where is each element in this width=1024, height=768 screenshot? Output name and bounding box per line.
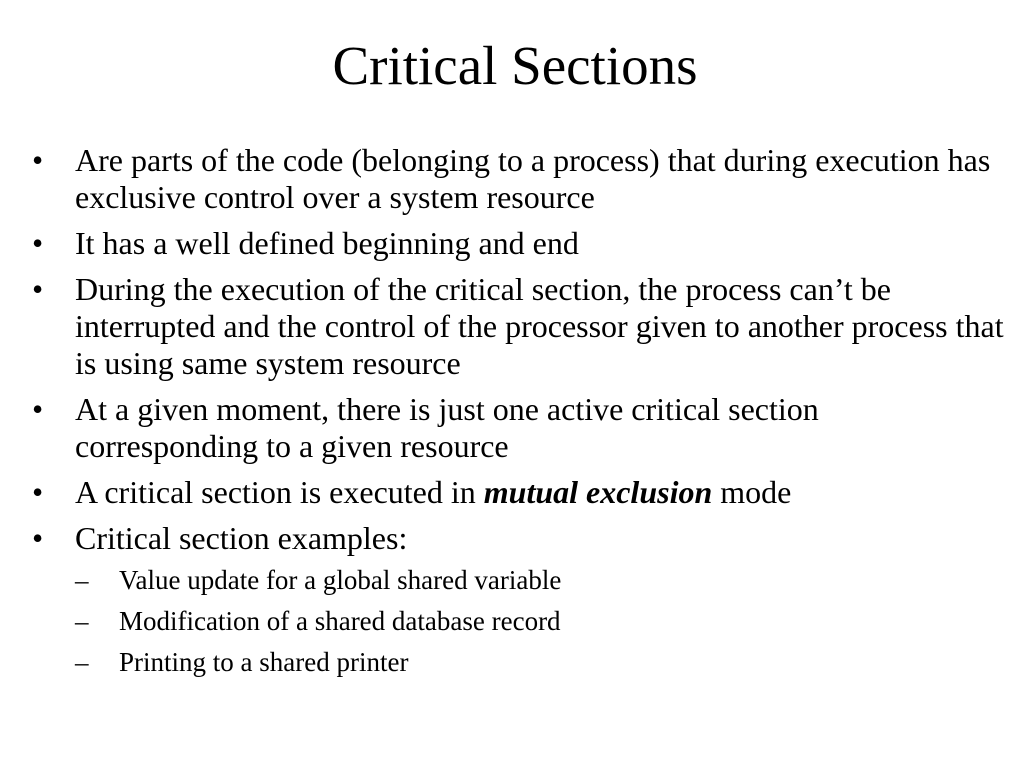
sub-bullet-marker: –: [75, 565, 89, 595]
slide-title: Critical Sections: [332, 35, 698, 96]
bullet-text: [75, 474, 791, 510]
bullet-marker: •: [32, 142, 44, 178]
bullet-marker: •: [32, 520, 44, 556]
sub-bullet-text: Printing to a shared printer: [119, 647, 409, 677]
bullet-marker: •: [32, 391, 44, 427]
sub-bullet-marker: –: [75, 606, 89, 636]
sub-bullet-text: Modification of a shared database record: [119, 606, 561, 636]
bullet-text: It has a well defined beginning and end: [75, 225, 579, 261]
bullet-marker: •: [32, 225, 44, 261]
bullet-text: At a given moment, there is just one active critical section corresponding to a given resource: [75, 391, 819, 464]
bullet-item: [32, 271, 1007, 382]
sub-bullet-item: [75, 563, 1007, 597]
sub-bullet-item: [75, 645, 1007, 679]
sub-bullet-item: [75, 604, 1007, 638]
bullet-item: [32, 391, 1007, 465]
bullet-item: [32, 142, 1007, 216]
sub-bullet-text: Value update for a global shared variable: [119, 565, 562, 595]
sub-bullet-marker: –: [75, 647, 89, 677]
bullet-item: [32, 474, 1007, 511]
bullet-text: Are parts of the code (belonging to a process) that during execution has exclusive control over a system resource: [75, 142, 991, 215]
bullet-marker: •: [32, 271, 44, 307]
bullet-text-before: A critical section is executed in: [75, 474, 484, 510]
bullet-text-after: mode: [712, 474, 792, 510]
bullet-list: [32, 142, 1007, 686]
bullet-text: During the execution of the critical section, the process can’t be interrupted and the control of the processor given to another process that is using same system resource: [75, 271, 1004, 381]
sub-bullet-list: [75, 563, 1007, 679]
bullet-item: [32, 225, 1007, 262]
bullet-item: [32, 520, 1007, 679]
emphasized-term: mutual exclusion: [483, 474, 713, 510]
bullet-marker: •: [32, 474, 44, 510]
bullet-text: Critical section examples:: [75, 520, 408, 556]
